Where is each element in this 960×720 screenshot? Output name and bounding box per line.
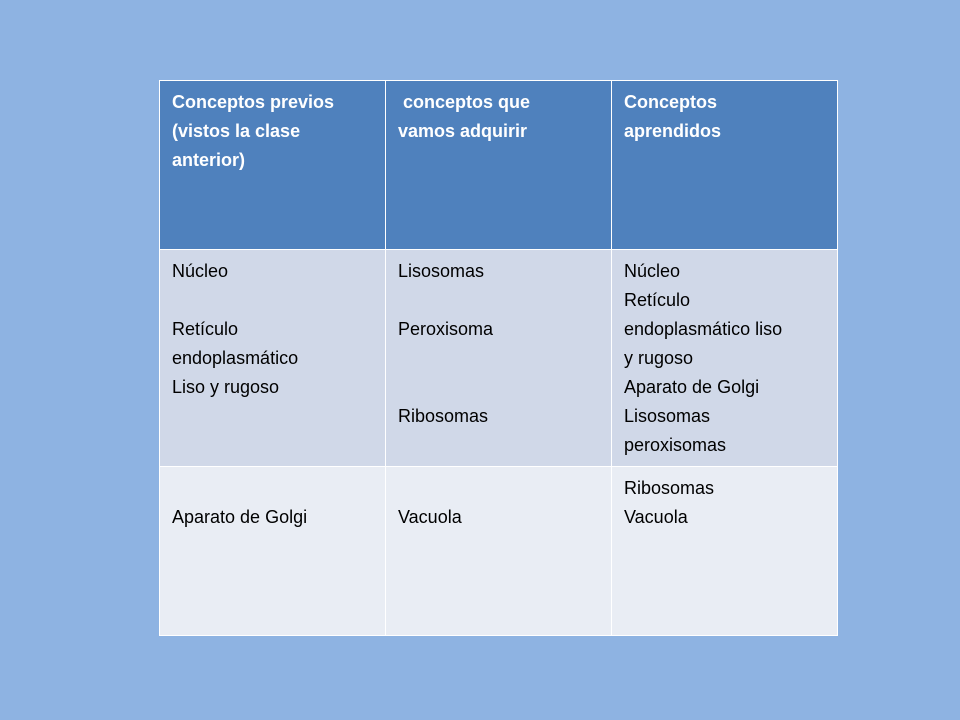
header-cell-learned-concepts (612, 81, 838, 250)
header-cell-previous-concepts (160, 81, 386, 250)
cell-text: Ribosomas (398, 406, 489, 426)
header-text: Conceptos previos (172, 92, 335, 112)
cell-text: Peroxisoma (398, 319, 494, 339)
header-cell-concepts-to-acquire (386, 81, 612, 250)
cell-text: endoplasmático (172, 348, 299, 368)
table-cell (612, 467, 838, 636)
table-row (160, 467, 838, 636)
table-cell (612, 250, 838, 467)
header-text: (vistos la clase (172, 121, 301, 141)
table-header-row (160, 81, 838, 250)
table-cell (160, 467, 386, 636)
table-cell (160, 250, 386, 467)
cell-text: peroxisomas (624, 435, 727, 455)
cell-text: Vacuola (624, 507, 688, 527)
cell-text: endoplasmático liso (624, 319, 783, 339)
cell-text: Retículo (624, 290, 691, 310)
cell-text: Lisosomas (398, 261, 485, 281)
cell-text: y rugoso (624, 348, 694, 368)
table-cell (386, 467, 612, 636)
cell-text: Retículo (172, 319, 239, 339)
header-text: vamos adquirir (398, 121, 528, 141)
cell-text: Liso y rugoso (172, 377, 280, 397)
header-text: Conceptos (624, 92, 718, 112)
cell-text: Núcleo (172, 261, 229, 281)
header-text: aprendidos (624, 121, 722, 141)
cell-text: Ribosomas (624, 478, 715, 498)
cell-text: Aparato de Golgi (172, 507, 308, 527)
cell-text: Vacuola (398, 507, 462, 527)
table-cell (386, 250, 612, 467)
header-text: anterior) (172, 150, 246, 170)
header-text: conceptos que (403, 92, 531, 112)
cell-text: Lisosomas (624, 406, 711, 426)
concepts-table (159, 80, 838, 636)
cell-text: Aparato de Golgi (624, 377, 760, 397)
cell-text: Núcleo (624, 261, 681, 281)
table-row (160, 250, 838, 467)
